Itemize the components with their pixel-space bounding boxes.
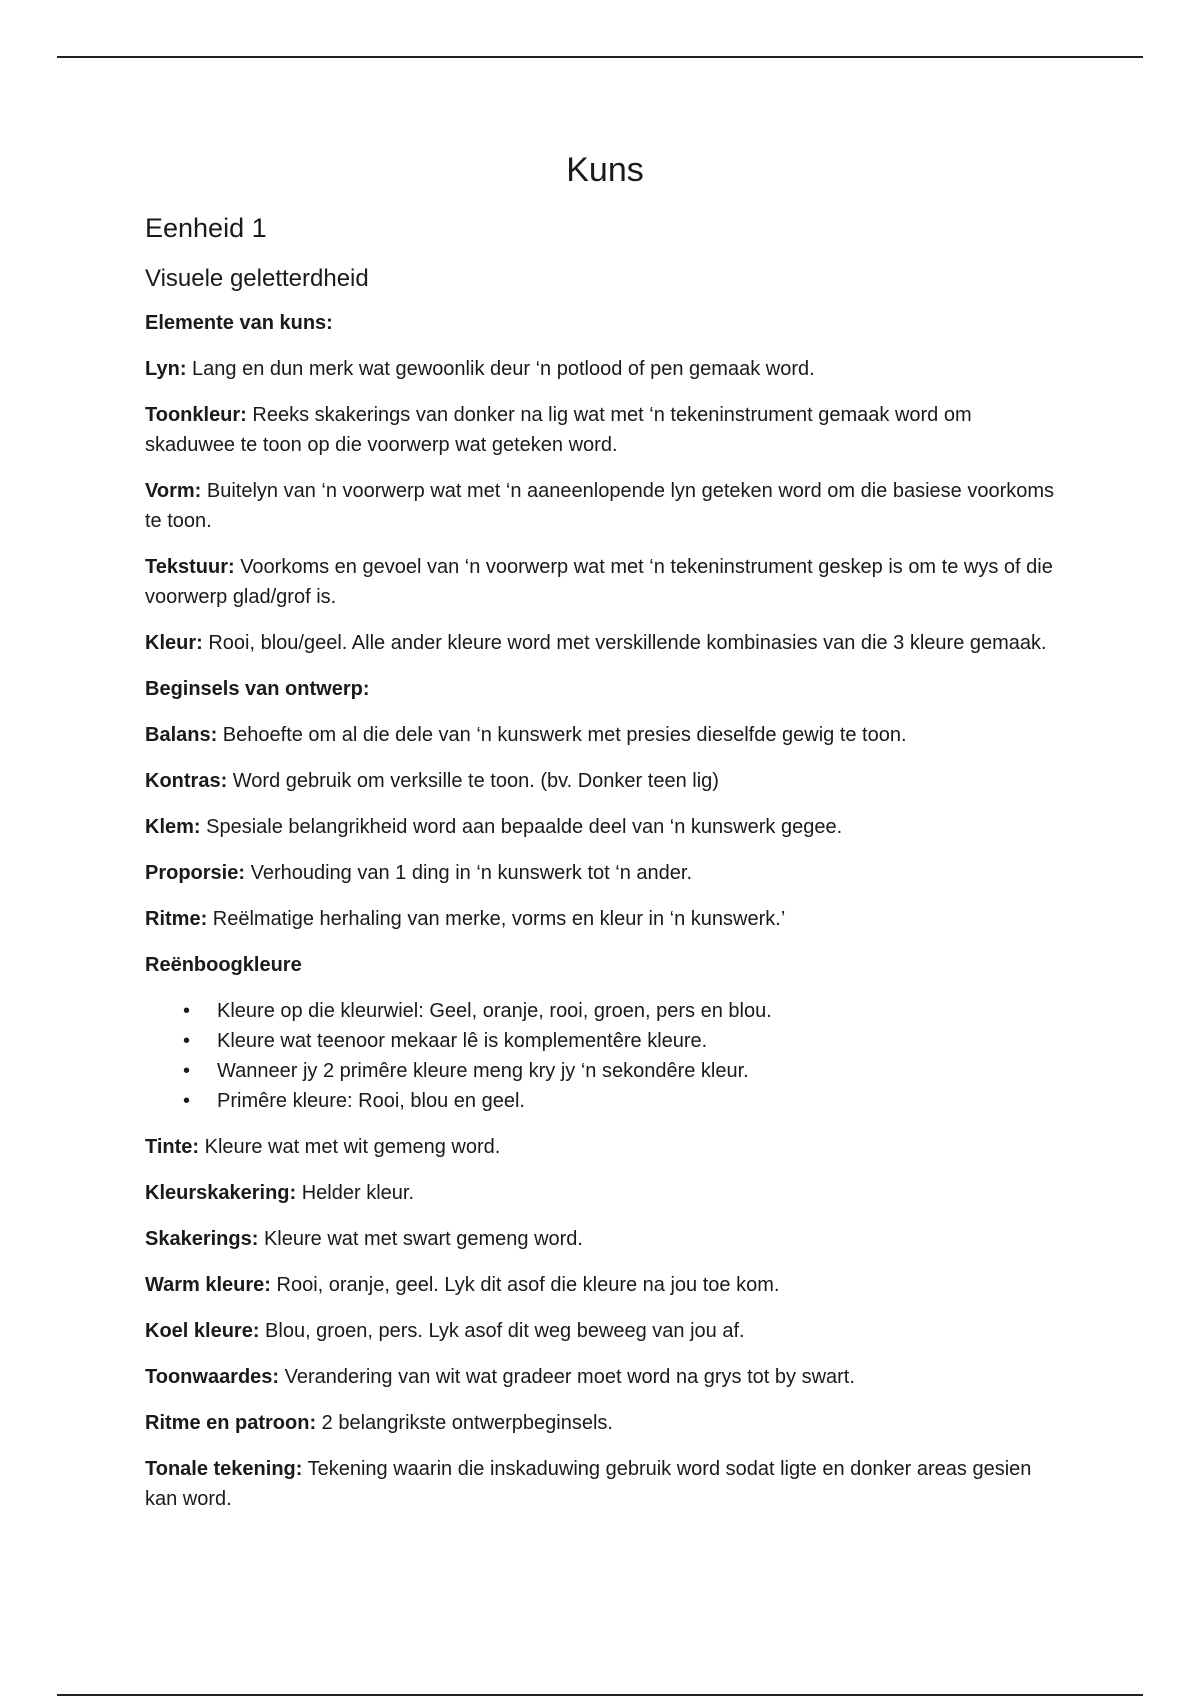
definition-text: Kleure wat met wit gemeng word. [199,1136,501,1158]
definition-text: Spesiale belangrikheid word aan bepaalde deel van ‘n kunswerk gegee. [200,816,843,838]
definition-text: Blou, groen, pers. Lyk asof dit weg beweeg van jou af. [259,1320,745,1342]
footer-rule [57,1694,1143,1696]
definition-paragraph [145,476,1065,536]
definition-paragraph [145,1224,1065,1254]
definition-term: Balans: [145,724,218,746]
definition-term: Skakerings: [145,1228,259,1250]
definition-text: Rooi, oranje, geel. Lyk dit asof die kleure na jou toe kom. [270,1274,780,1296]
definition-term: Tonale tekening: [145,1458,303,1480]
list-item [145,1056,1065,1086]
definition-term: Warm kleure: [145,1274,271,1296]
definition-term: Kleurskakering: [145,1182,297,1204]
definition-term: Ritme en patroon: [145,1412,317,1434]
header-rule [57,56,1143,58]
definition-text: Kleure wat met swart gemeng word. [258,1228,583,1250]
definition-term: Tinte: [145,1136,200,1158]
definition-paragraph [145,720,1065,750]
definition-text: Verhouding van 1 ding in ‘n kunswerk tot ‘n ander. [245,862,692,884]
definition-text: Reëlmatige herhaling van merke, vorms en kleur in ‘n kunswerk.’ [207,908,786,930]
unit-heading: Eenheid 1 [145,213,267,243]
definition-paragraph [145,552,1065,612]
definition-paragraph [145,766,1065,796]
definition-text: Voorkoms en gevoel van ‘n voorwerp wat met ‘n tekeninstrument geskep is om te wys of die voorwerp glad/grof is. [145,556,1053,608]
list-item [145,996,1065,1026]
principles-heading: Beginsels van ontwerp: [145,678,370,700]
bullet-icon: • [183,1060,191,1082]
definition-term: Kontras: [145,770,228,792]
definition-term: Proporsie: [145,862,246,884]
bullet-icon: • [183,1030,191,1052]
bullet-icon: • [183,1090,191,1112]
definition-paragraph [145,1178,1065,1208]
list-item-text: Wanneer jy 2 primêre kleure meng kry jy ‘n sekondêre kleur. [217,1060,749,1082]
definition-text: Word gebruik om verksille te toon. (bv. Donker teen lig) [227,770,719,792]
definition-term: Tekstuur: [145,556,235,578]
definition-term: Kleur: [145,632,203,654]
definition-term: Vorm: [145,480,202,502]
definition-text: Reeks skakerings van donker na lig wat met ‘n tekeninstrument gemaak word om skaduwee te toon op die voorwerp wat geteken word. [145,404,972,456]
definition-paragraph [145,400,1065,460]
definition-text: Helder kleur. [296,1182,415,1204]
rainbow-list [145,996,1065,1116]
definition-paragraph [145,1132,1065,1162]
bullet-icon: • [183,1000,191,1022]
list-item-text: Kleure op die kleurwiel: Geel, oranje, rooi, groen, pers en blou. [217,1000,772,1022]
definition-text: Buitelyn van ‘n voorwerp wat met ‘n aaneenlopende lyn geteken word om die basiese voorkoms te toon. [145,480,1055,532]
list-item-text: Kleure wat teenoor mekaar lê is komplementêre kleure. [217,1030,708,1052]
definition-paragraph [145,812,1065,842]
definition-paragraph [145,904,1065,934]
list-item [145,1086,1065,1116]
section-subheading: Visuele geletterdheid [145,265,369,292]
definition-paragraph [145,1454,1065,1514]
list-item-text: Primêre kleure: Rooi, blou en geel. [217,1090,525,1112]
definition-paragraph [145,1316,1065,1346]
definition-term: Koel kleure: [145,1320,260,1342]
definition-paragraph [145,1362,1065,1392]
definition-term: Toonkleur: [145,404,247,426]
document-title: Kuns [566,151,644,189]
definition-text: Tekening waarin die inskaduwing gebruik word sodat ligte en donker areas gesien kan word. [145,1458,1032,1510]
elements-heading: Elemente van kuns: [145,312,333,334]
definition-text: Lang en dun merk wat gewoonlik deur ‘n potlood of pen gemaak word. [186,358,815,380]
definition-text: Behoefte om al die dele van ‘n kunswerk met presies dieselfde gewig te toon. [217,724,907,746]
definition-text: Rooi, blou/geel. Alle ander kleure word met verskillende kombinasies van die 3 kleure gemaak. [202,632,1047,654]
rainbow-heading: Reënboogkleure [145,954,302,976]
definition-paragraph [145,1270,1065,1300]
definition-text: 2 belangrikste ontwerpbeginsels. [316,1412,613,1434]
definition-term: Ritme: [145,908,208,930]
definition-term: Klem: [145,816,201,838]
definition-term: Toonwaardes: [145,1366,280,1388]
definition-text: Verandering van wit wat gradeer moet word na grys tot by swart. [279,1366,855,1388]
definition-paragraph [145,858,1065,888]
document-body [145,150,1065,1530]
definition-paragraph [145,628,1065,658]
definition-term: Lyn: [145,358,187,380]
list-item [145,1026,1065,1056]
definition-paragraph [145,354,1065,384]
definition-paragraph [145,1408,1065,1438]
